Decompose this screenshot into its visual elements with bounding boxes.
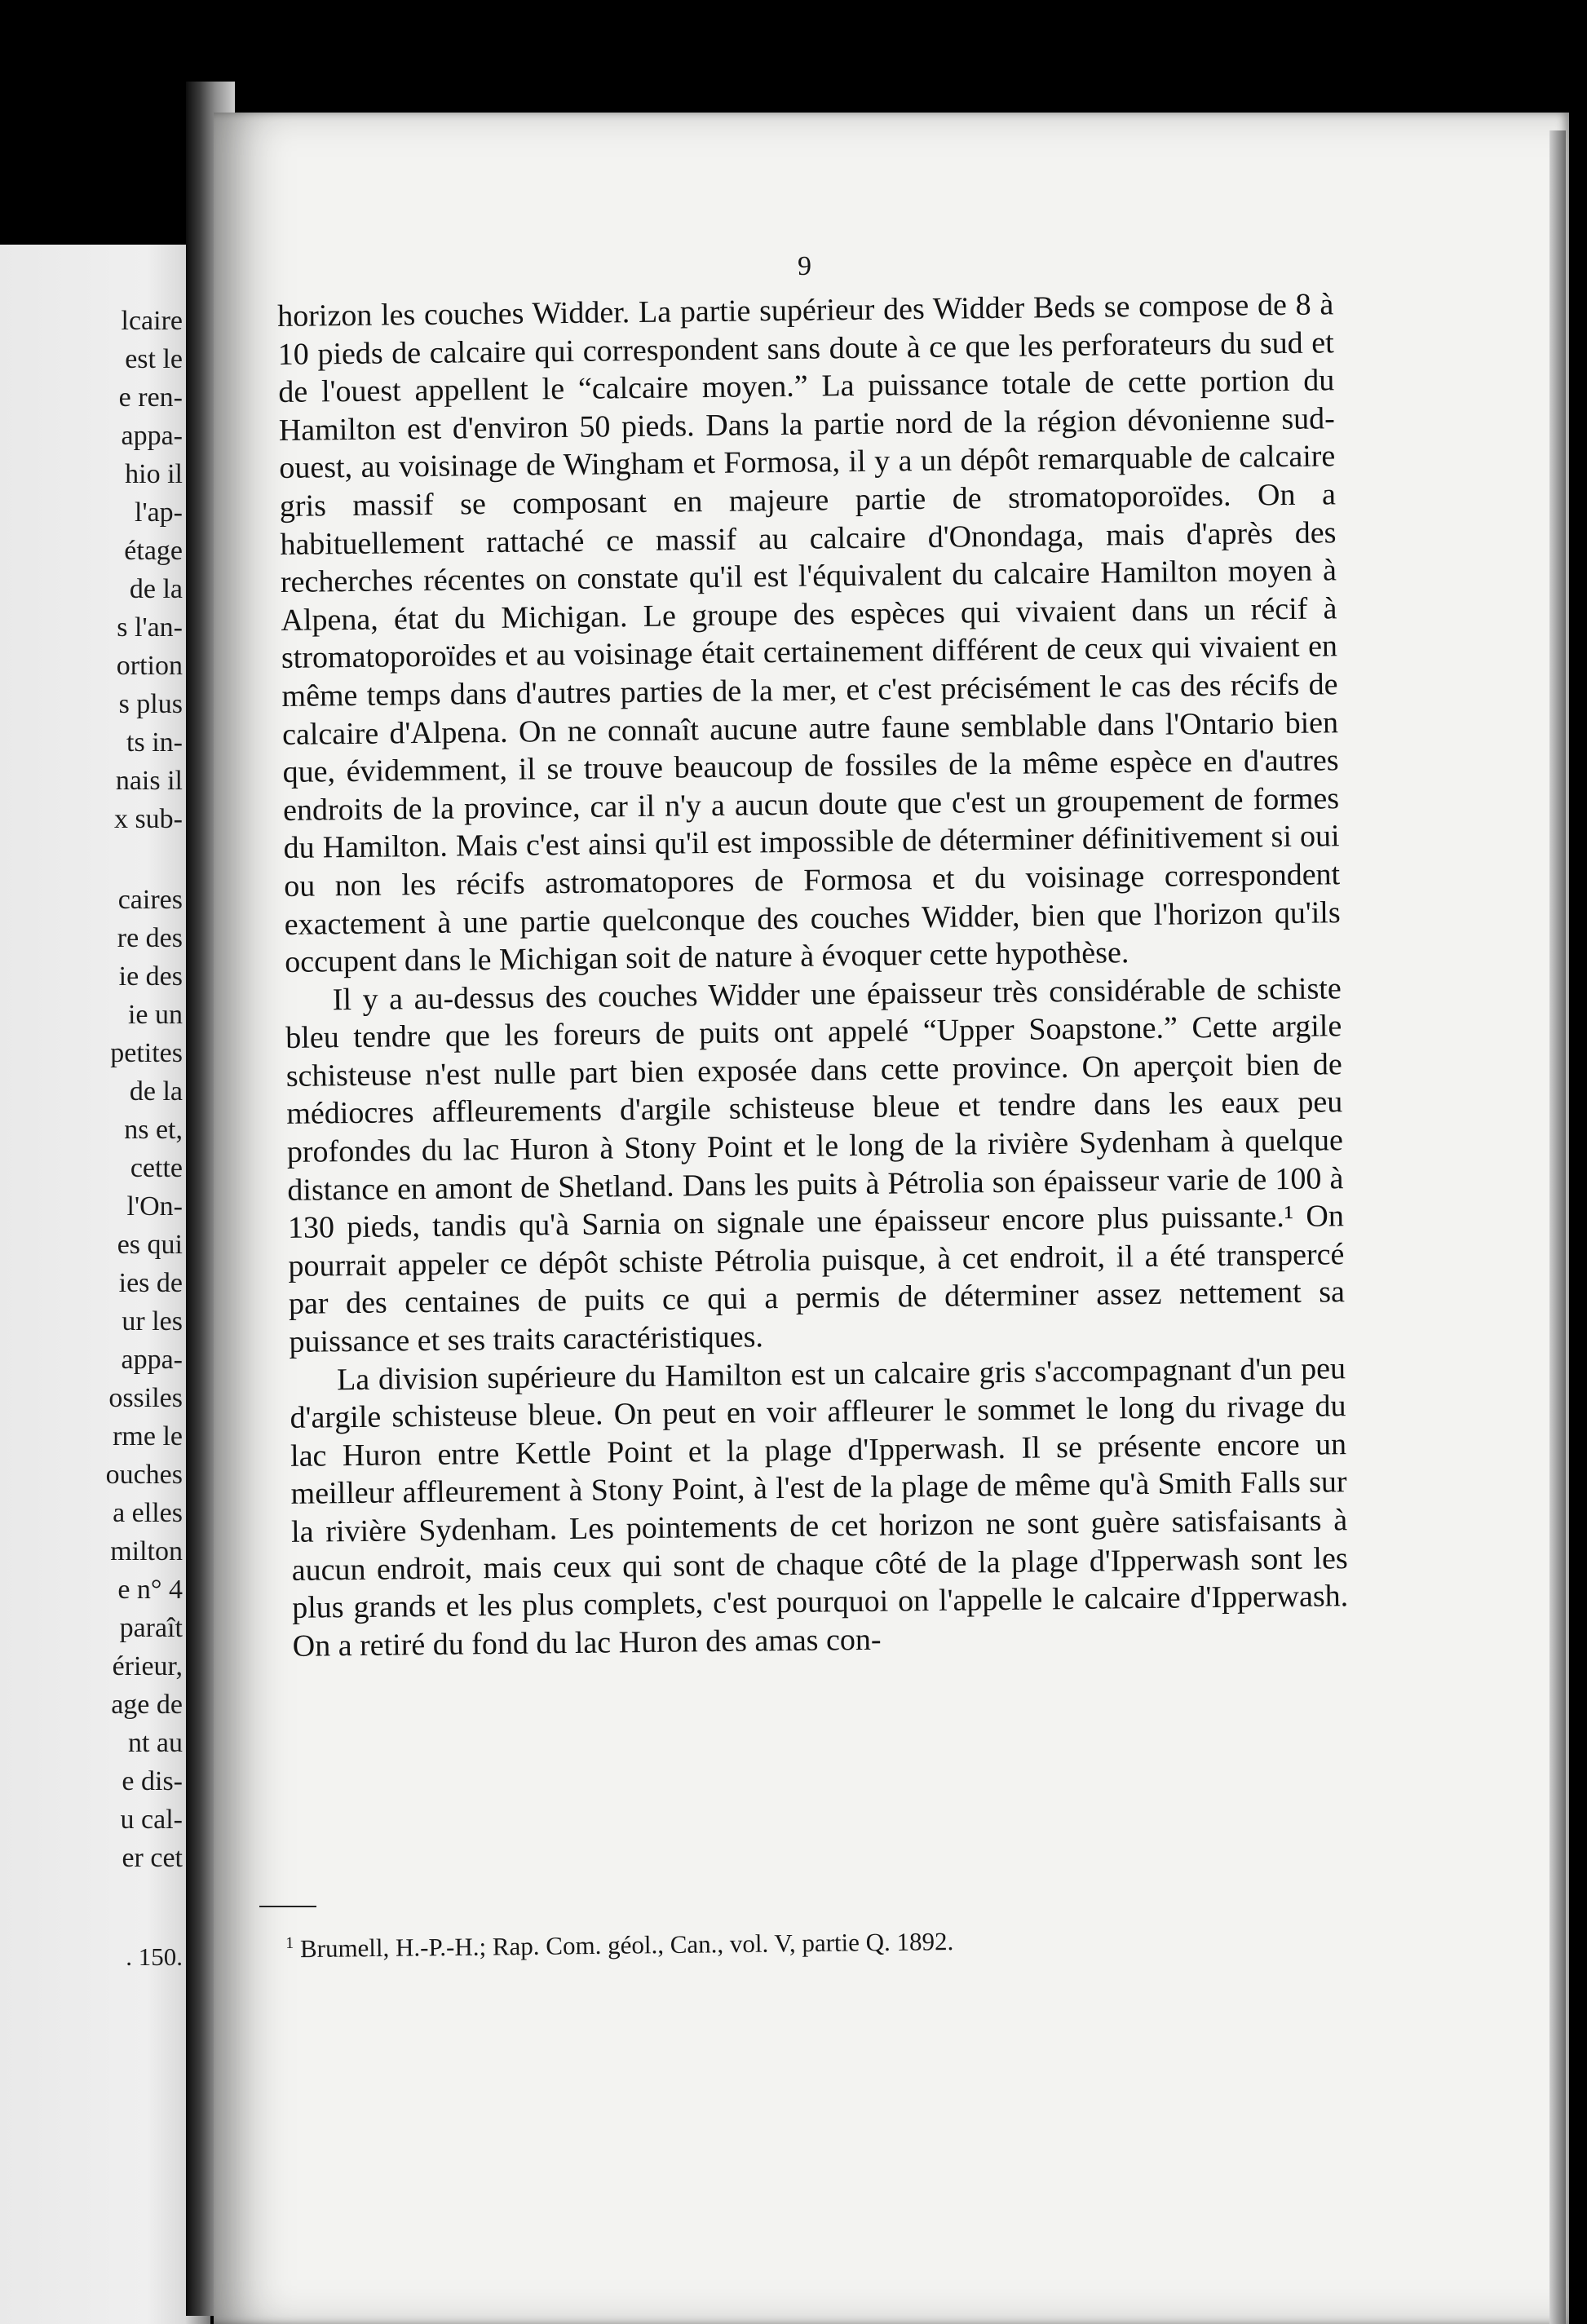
footnote-marker: 1 (285, 1933, 294, 1952)
left-page-line: de la (129, 1076, 183, 1107)
left-page-text-column (0, 302, 183, 1976)
left-page-line: a elles (113, 1498, 183, 1528)
left-page-line: e dis- (122, 1766, 183, 1796)
left-page-line: érieur, (112, 1651, 183, 1681)
paragraph-3: La division supérieure du Hamilton est un calcaire gris s'accompagnant d'un peu d'argile schisteuse bleue. On peut en voir affleurer le sommet le long du rivage du lac Huron entre Kettle Point et la plage d'Ipperwash. Il se présente encore un meilleur affleurement à Stony Point, à l'est de la plage de même qu'à Smith Falls sur la rivière Sydenham. Les pointements de cet horizon ne sont guère satisfaisants à aucun endroit, mais ceux qui sont de chaque côté de la plage d'Ipperwash sont les plus grands et les plus complets, c'est pourquoi on l'appelle le calcaire d'Ipperwash. On a retiré du fond du lac Huron des amas con- (290, 1350, 1349, 1663)
left-page-line: paraît (119, 1613, 183, 1643)
left-page-line: ie un (127, 1000, 183, 1030)
left-page-line: ossiles (108, 1383, 183, 1413)
left-page-line: rme le (113, 1421, 183, 1451)
left-page-line: ies de (118, 1268, 183, 1298)
left-page-line: hio il (125, 459, 183, 489)
left-page-line: er cet (122, 1843, 183, 1873)
page-number: 9 (798, 251, 811, 281)
left-page-line: u cal- (120, 1805, 183, 1835)
left-page-line: ts in- (126, 727, 183, 758)
left-page-line: age de (111, 1690, 183, 1720)
left-page-line: lcaire (121, 306, 183, 336)
paragraph-2: Il y a au-dessus des couches Widder une épaisseur très considérable de schiste bleu tendre que les foreurs de puits ont appelé “Upper Soapstone.” Cette argile schisteuse n'est nulle part bien exposée dans cette province. On aperçoit bien de médiocres affleurements d'argile schisteuse bleue et tendre dans les eaux peu profondes du lac Huron à Stony Point et le long de la rivière Sydenham à quelque distance en amont de Shetland. Dans les puits à Pétrolia son épaisseur varie de 100 à 130 pieds, tandis qu'à Sarnia on signale une épaisseur encore plus puissante.¹ On pourrait appeler ce dépôt schiste Pétrolia puisque, à cet endroit, il a été transpercé par des centaines de puits ce qui a permis de déterminer assez nettement sa puissance et ses traits caractéristiques. (285, 970, 1346, 1359)
left-page-line: es qui (117, 1230, 183, 1260)
left-page-line: l'On- (126, 1191, 183, 1222)
left-page-line: s plus (118, 689, 183, 719)
left-page-line: de la (129, 574, 183, 604)
footnote-text: Brumell, H.-P.-H.; Rap. Com. géol., Can., vol. V, partie Q. 1892. (299, 1927, 954, 1964)
left-page-line: s l'an- (117, 612, 183, 643)
left-page-line: étage (124, 536, 183, 566)
left-page-line: re des (117, 923, 183, 953)
paragraph-1: horizon les couches Widder. La partie supérieur des Widder Beds se compose de 8 à 10 pieds de calcaire qui correspondent sans doute à ce que les perforateurs du sud et de l'ouest appellent le “calcaire moyen.” La puissance totale de cette portion du Hamilton est d'environ 50 pieds. Dans la partie nord de la région dévonienne sud-ouest, au voisinage de Wingham et Formosa, il y a un dépôt remarquable de calcaire gris massif se composant en majeure partie de stromatoporoïdes. On a habituellement rattaché ce massif au calcaire d'Onondaga, mais d'après des recherches récentes on constate qu'il est l'équivalent du calcaire Hamilton moyen à Alpena, état du Michigan. Le groupe des espèces qui vivaient dans un récif à stromatoporoïdes et au voisinage était certainement différent de ceux qui vivaient en même temps dans d'autres parties de la mer, et c'est précisément le cas des récifs de calcaire d'Alpena. On ne connaît aucune autre faune semblable dans l'Ontario bien que, évidemment, il se trouve beaucoup de fossiles de la même espèce en d'autres endroits de la province, car il n'y a aucun doute que c'est un groupement de formes du Hamilton. Mais c'est ainsi qu'il est impossible de déterminer définitivement si oui ou non les récifs astromatopores de Formosa et du voisinage correspondent exactement à une partie quelconque des couches Widder, bien que l'horizon qu'ils occupent dans le Michigan soit de nature à évoquer cette hypothèse. (277, 287, 1341, 980)
body-text (277, 285, 1349, 1665)
left-page-line: est le (125, 344, 183, 374)
page-edge-shadow (1549, 130, 1566, 2324)
left-page-line: petites (110, 1038, 183, 1068)
left-page-line: nais il (115, 766, 183, 796)
left-page-line: appa- (121, 1345, 183, 1375)
left-page-line: l'ap- (135, 497, 183, 528)
left-facing-page (0, 245, 210, 2324)
left-page-line (0, 838, 183, 881)
left-page-line: cette (130, 1153, 183, 1183)
left-page-line: milton (110, 1536, 183, 1566)
left-page-line: ns et, (124, 1115, 183, 1145)
left-page-line: ur les (122, 1306, 183, 1337)
footnote-rule (259, 1906, 316, 1907)
left-page-line: e ren- (118, 382, 183, 413)
left-page-line: appa- (121, 421, 183, 451)
left-page-line: x sub- (113, 804, 183, 834)
left-page-line: caires (117, 885, 183, 915)
left-page-line: ortion (116, 651, 183, 681)
left-page-line: e n° 4 (117, 1575, 183, 1605)
left-page-line: ouches (105, 1460, 183, 1490)
left-page-footnote: . 150. (126, 1942, 183, 1971)
left-page-line: nt au (127, 1728, 183, 1758)
left-page-line: ie des (118, 961, 183, 992)
